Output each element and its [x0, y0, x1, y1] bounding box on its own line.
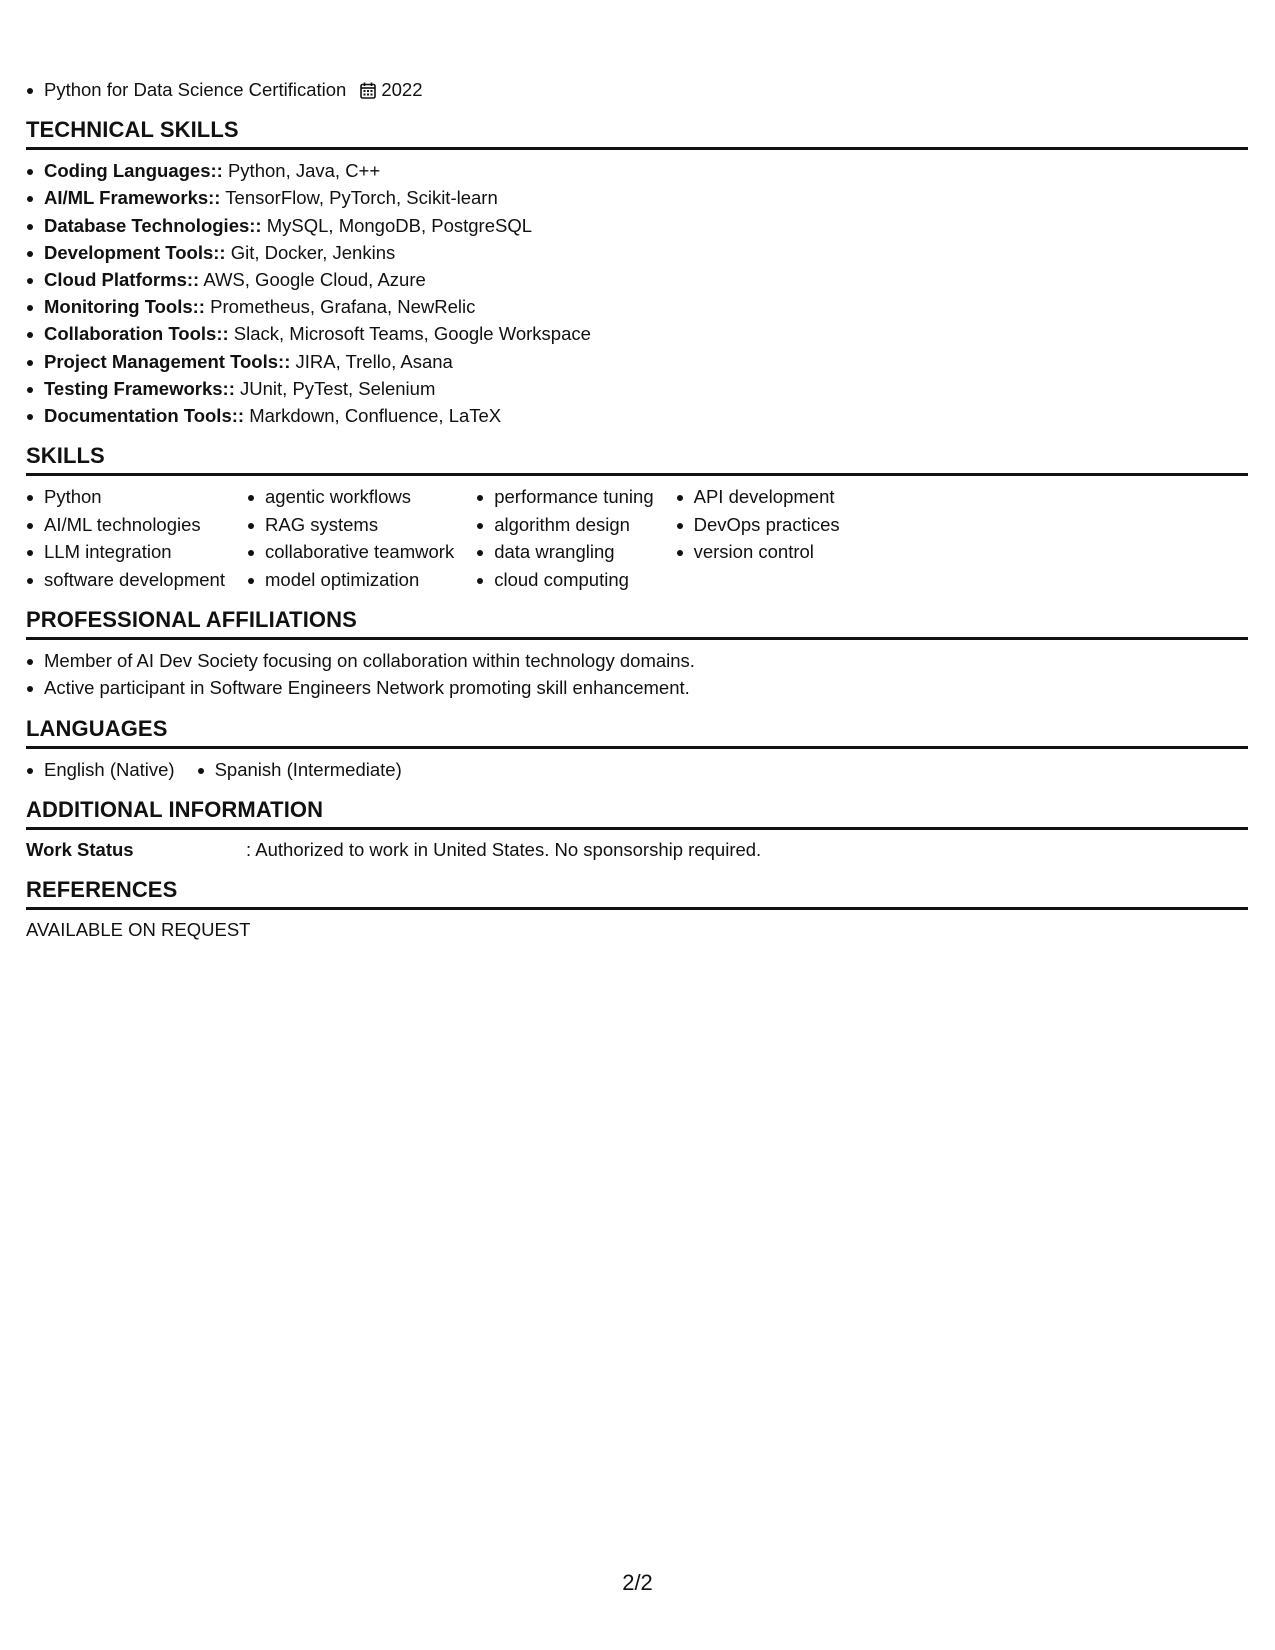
skills-column [676, 483, 840, 593]
technical-skill-value: Markdown, Confluence, LaTeX [244, 405, 502, 427]
affiliations-list [26, 647, 1248, 701]
technical-skill-value: Git, Docker, Jenkins [225, 241, 396, 263]
certifications-list [26, 76, 1248, 103]
skill-item: model optimization [247, 566, 454, 594]
technical-skill-label: Database Technologies:: [44, 214, 262, 236]
technical-skill-label: AI/ML Frameworks:: [44, 187, 221, 209]
technical-skills-section [26, 117, 1248, 429]
languages-list [26, 756, 1248, 783]
skill-item: API development [676, 483, 840, 511]
skill-item: performance tuning [476, 483, 653, 511]
skill-item: AI/ML technologies [26, 511, 225, 539]
calendar-icon [360, 82, 376, 99]
skill-item: DevOps practices [676, 511, 840, 539]
affiliation-item: Member of AI Dev Society focusing on collaboration within technology domains. [26, 647, 1248, 674]
certification-item [26, 76, 1248, 103]
technical-skill-value: MySQL, MongoDB, PostgreSQL [261, 214, 533, 236]
certification-date [360, 76, 422, 103]
work-status-value: : Authorized to work in United States. No sponsorship required. [246, 838, 762, 860]
technical-skills-heading: TECHNICAL SKILLS [26, 117, 1248, 150]
languages-section [26, 716, 1248, 783]
skills-column [26, 483, 225, 593]
technical-skill-item [26, 239, 1248, 266]
technical-skill-label: Cloud Platforms:: [44, 269, 200, 291]
technical-skills-list [26, 157, 1248, 429]
skill-item: Python [26, 483, 225, 511]
resume-page [26, 76, 1248, 957]
technical-skill-value: AWS, Google Cloud, Azure [199, 269, 426, 291]
additional-info-heading: ADDITIONAL INFORMATION [26, 797, 1248, 830]
technical-skill-item [26, 212, 1248, 239]
languages-heading: LANGUAGES [26, 716, 1248, 749]
skill-item: agentic workflows [247, 483, 454, 511]
skill-item: LLM integration [26, 538, 225, 566]
additional-info-section [26, 797, 1248, 863]
skill-item: cloud computing [476, 566, 653, 594]
skill-item: RAG systems [247, 511, 454, 539]
affiliations-section [26, 607, 1248, 701]
language-item: Spanish (Intermediate) [197, 756, 402, 783]
technical-skill-item [26, 184, 1248, 211]
technical-skill-label: Collaboration Tools:: [44, 323, 229, 345]
technical-skill-value: Slack, Microsoft Teams, Google Workspace [228, 323, 591, 345]
work-status-row [26, 837, 1248, 863]
technical-skill-item [26, 157, 1248, 184]
skill-item: algorithm design [476, 511, 653, 539]
technical-skill-value: Prometheus, Grafana, NewRelic [204, 296, 476, 318]
technical-skill-item [26, 348, 1248, 375]
certification-name: Python for Data Science Certification [44, 79, 347, 100]
technical-skill-label: Documentation Tools:: [44, 405, 245, 427]
references-text: AVAILABLE ON REQUEST [26, 918, 251, 940]
technical-skill-value: JIRA, Trello, Asana [290, 350, 453, 372]
language-item: English (Native) [26, 756, 175, 783]
affiliations-heading: PROFESSIONAL AFFILIATIONS [26, 607, 1248, 640]
technical-skill-item [26, 402, 1248, 429]
affiliation-item: Active participant in Software Engineers Network promoting skill enhancement. [26, 674, 1248, 701]
skills-column [247, 483, 454, 593]
references-heading: REFERENCES [26, 877, 1248, 910]
technical-skill-item [26, 266, 1248, 293]
skill-item: data wrangling [476, 538, 653, 566]
skill-item: software development [26, 566, 225, 594]
references-section [26, 877, 1248, 943]
technical-skill-label: Testing Frameworks:: [44, 377, 235, 399]
technical-skill-item [26, 375, 1248, 402]
technical-skill-item [26, 320, 1248, 347]
skills-column [476, 483, 653, 593]
skills-grid [26, 483, 1248, 593]
technical-skill-item [26, 293, 1248, 320]
skill-item: version control [676, 538, 840, 566]
technical-skill-value: Python, Java, C++ [222, 160, 381, 182]
technical-skill-label: Project Management Tools:: [44, 350, 291, 372]
technical-skill-value: JUnit, PyTest, Selenium [234, 377, 436, 399]
technical-skill-value: TensorFlow, PyTorch, Scikit-learn [220, 187, 498, 209]
technical-skill-label: Coding Languages:: [44, 160, 223, 182]
skills-section [26, 443, 1248, 593]
technical-skill-label: Monitoring Tools:: [44, 296, 205, 318]
page-number: 2/2 [622, 1570, 653, 1595]
skills-heading: SKILLS [26, 443, 1248, 476]
skill-item: collaborative teamwork [247, 538, 454, 566]
technical-skill-label: Development Tools:: [44, 241, 226, 263]
certification-year: 2022 [381, 79, 423, 100]
work-status-label: Work Status [26, 838, 134, 860]
